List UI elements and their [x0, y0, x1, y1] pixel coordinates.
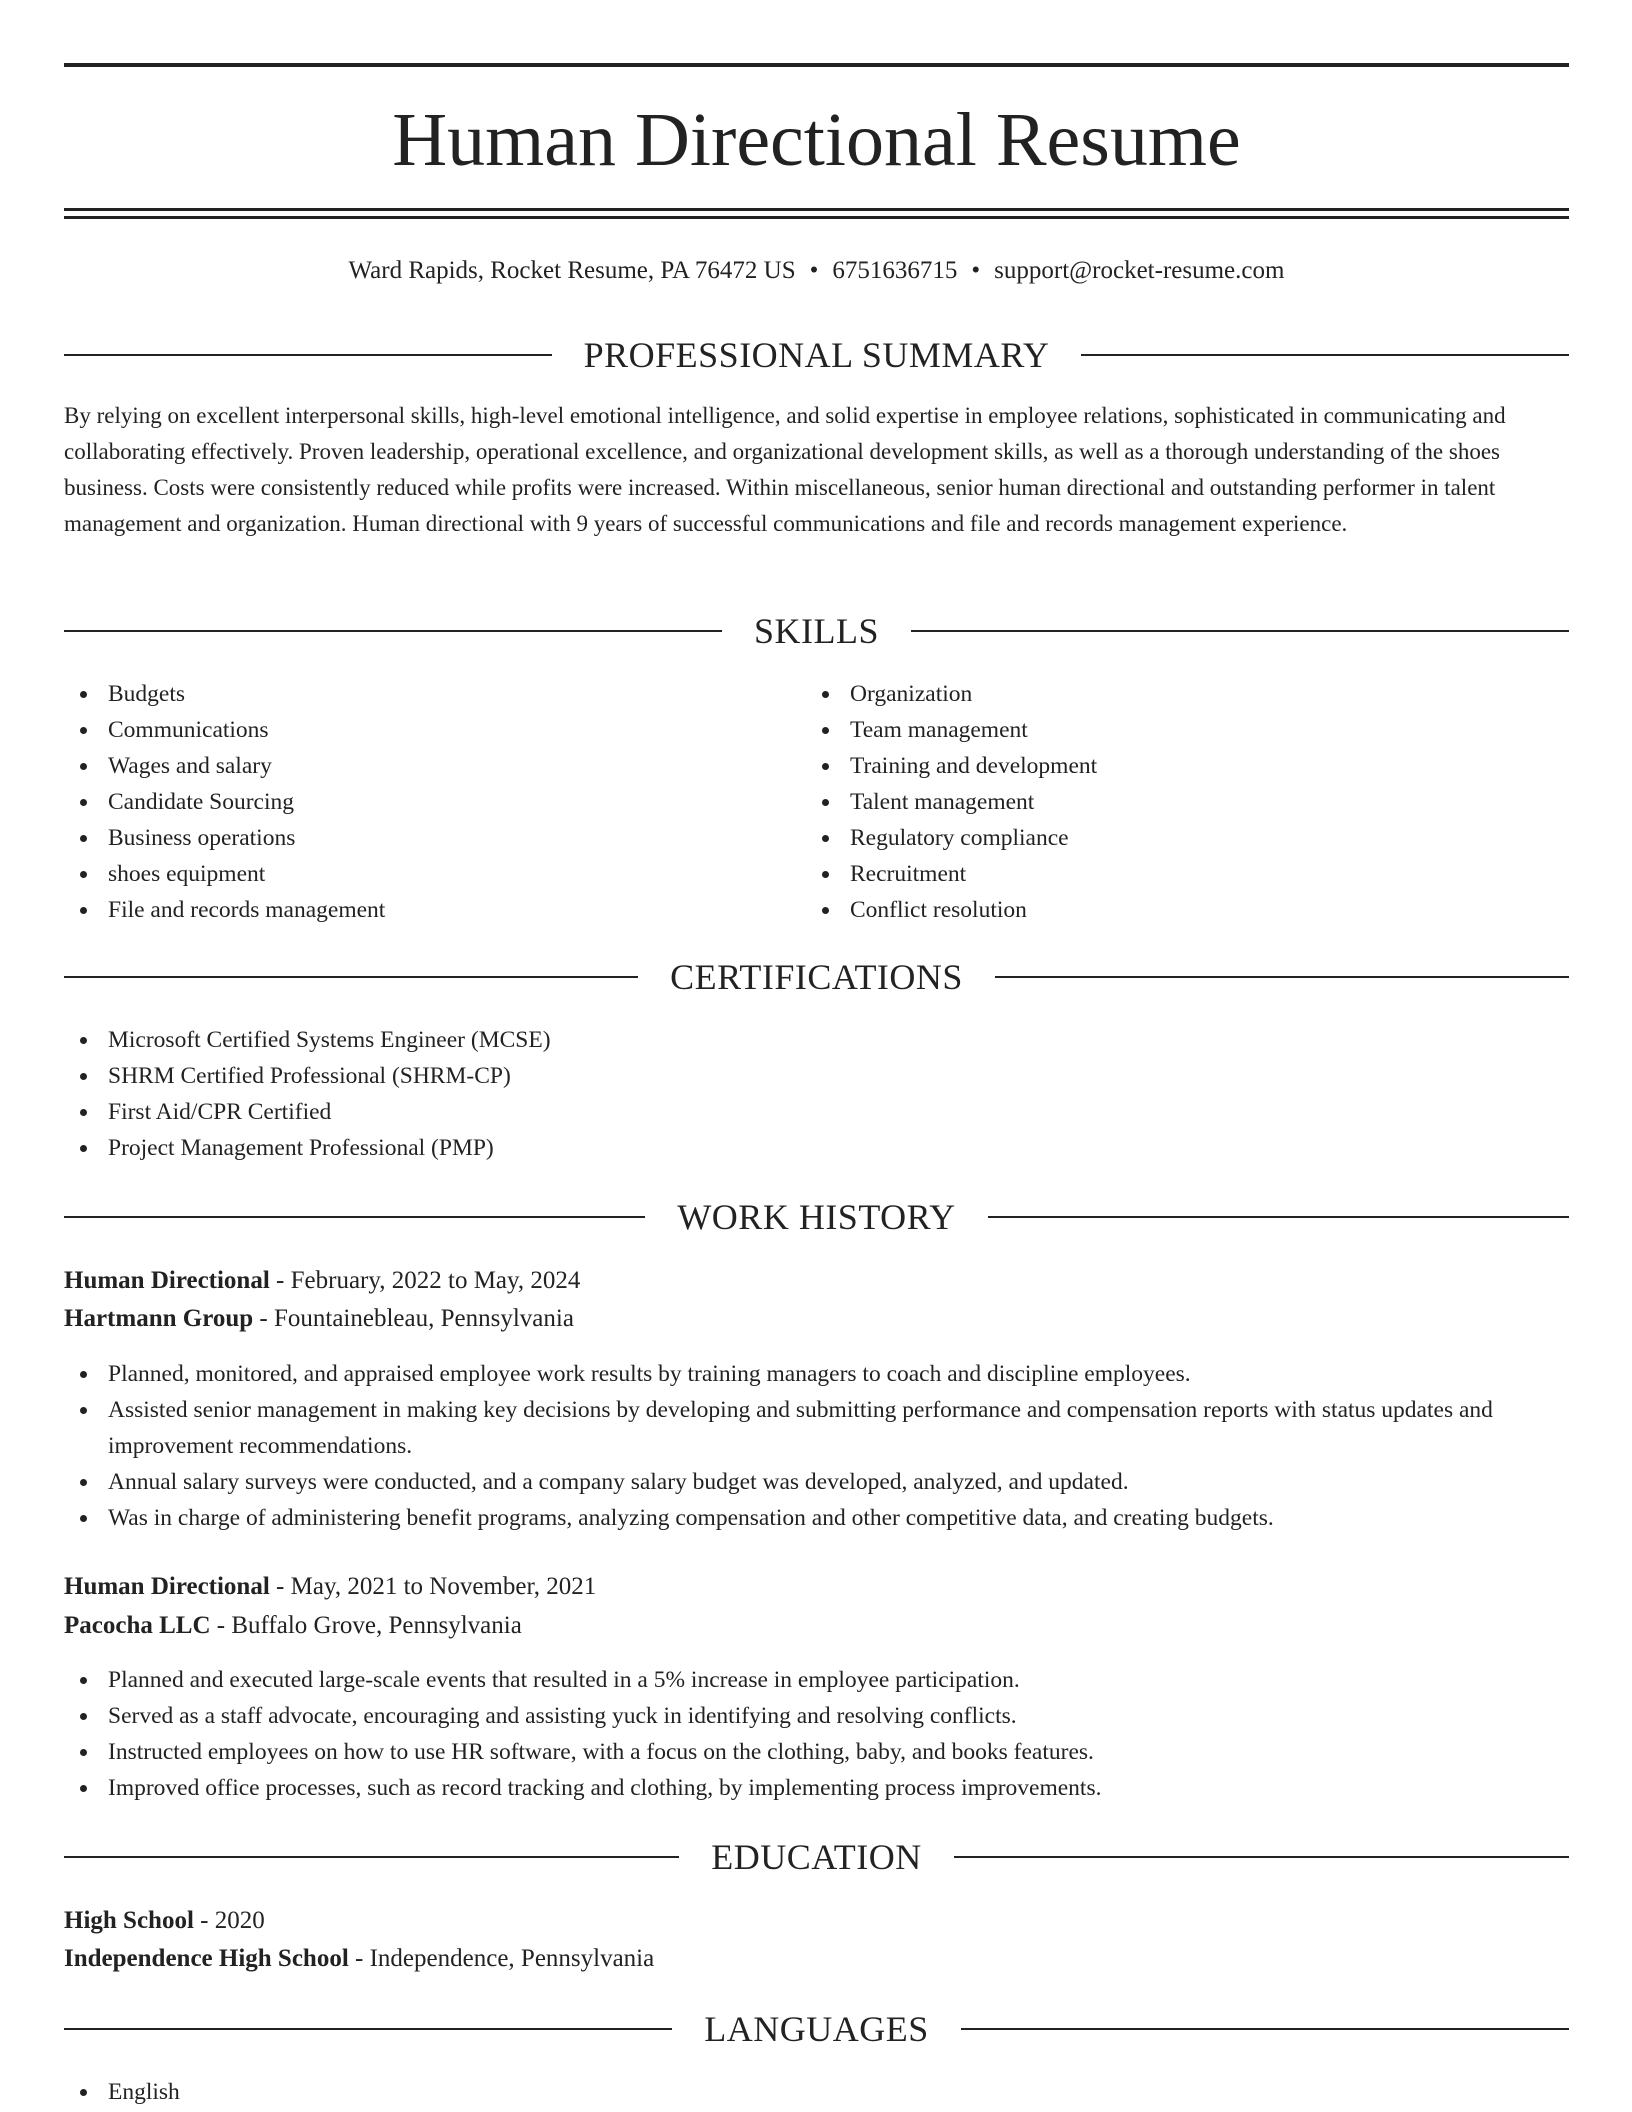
job-bullets [64, 1662, 1569, 1806]
list-item: Candidate Sourcing [64, 784, 804, 820]
top-rule [64, 63, 1569, 67]
section-heading-summary [64, 330, 1569, 380]
skills-list-left [64, 676, 804, 928]
section-heading-education [64, 1832, 1569, 1882]
work-heading: WORK HISTORY [677, 1197, 956, 1237]
heading-rule-left [64, 630, 722, 632]
list-item: First Aid/CPR Certified [64, 1094, 1569, 1130]
job-title: Human Directional [64, 1573, 270, 1600]
heading-rule-right [911, 630, 1569, 632]
list-item: Business operations [64, 820, 804, 856]
education-school: Independence High School [64, 1945, 349, 1972]
section-heading-languages [64, 2004, 1569, 2054]
heading-rule-right [954, 1856, 1569, 1858]
education-school-line [64, 1940, 654, 1978]
contact-line [64, 254, 1569, 288]
job-location: - Buffalo Grove, Pennsylvania [210, 1612, 522, 1639]
list-item: Project Management Professional (PMP) [64, 1130, 1569, 1166]
heading-rule-right [1081, 354, 1569, 356]
contact-separator: • [971, 257, 981, 284]
list-item: Talent management [806, 784, 1546, 820]
education-year: - 2020 [193, 1907, 265, 1934]
list-item: SHRM Certified Professional (SHRM-CP) [64, 1058, 1569, 1094]
title-rule-upper [64, 208, 1569, 211]
list-item: English [64, 2074, 1569, 2110]
list-item: Planned and executed large-scale events that resulted in a 5% increase in employee participation. [64, 1662, 1569, 1698]
languages-list [64, 2074, 1569, 2110]
job-location: - Fountainebleau, Pennsylvania [253, 1305, 574, 1332]
heading-rule-left [64, 1216, 645, 1218]
heading-rule-left [64, 1856, 679, 1858]
contact-address: Ward Rapids, Rocket Resume, PA 76472 US [348, 257, 796, 284]
list-item: Was in charge of administering benefit programs, analyzing compensation and other competitive data, and creating budgets. [64, 1500, 1569, 1536]
skills-heading: SKILLS [754, 611, 880, 651]
certifications-list [64, 1022, 1569, 1166]
job-company: Pacocha LLC [64, 1612, 211, 1639]
heading-rule-right [995, 976, 1569, 978]
job-dates: - February, 2022 to May, 2024 [269, 1267, 581, 1294]
job-company: Hartmann Group [64, 1305, 254, 1332]
list-item: Instructed employees on how to use HR software, with a focus on the clothing, baby, and books features. [64, 1734, 1569, 1770]
list-item: Team management [806, 712, 1546, 748]
job-company-line [64, 1607, 522, 1645]
list-item: Assisted senior management in making key decisions by developing and submitting performance and compensation reports with status updates and improvement recommendations. [64, 1392, 1569, 1464]
list-item: Wages and salary [64, 748, 804, 784]
summary-text: By relying on excellent interpersonal skills, high-level emotional intelligence, and solid expertise in employee relations, sophisticated in communicating and collaborating effectively. Proven leadership, operational excellence, and organizational development skills, as well as a thorough understanding of the shoes business. Costs were consistently reduced while profits were increased. Within miscellaneous, senior human directional and outstanding performer in talent management and organization. Human directional with 9 years of successful communications and file and records management experience. [64, 403, 1506, 536]
list-item: Organization [806, 676, 1546, 712]
contact-phone: 6751636715 [832, 257, 958, 284]
list-item: Regulatory compliance [806, 820, 1546, 856]
education-degree-line [64, 1902, 265, 1940]
job-title-line [64, 1262, 580, 1300]
list-item: File and records management [64, 892, 804, 928]
heading-rule-left [64, 976, 638, 978]
skills-list-right [806, 676, 1546, 928]
contact-separator: • [809, 257, 819, 284]
summary-heading: PROFESSIONAL SUMMARY [583, 335, 1050, 375]
job-dates: - May, 2021 to November, 2021 [269, 1573, 597, 1600]
education-heading: EDUCATION [711, 1837, 922, 1877]
job-title-line [64, 1568, 596, 1606]
job-bullets [64, 1356, 1569, 1536]
job-title: Human Directional [64, 1267, 270, 1294]
heading-rule-right [961, 2028, 1569, 2030]
list-item: Communications [64, 712, 804, 748]
list-item: Microsoft Certified Systems Engineer (MCSE) [64, 1022, 1569, 1058]
heading-rule-left [64, 354, 552, 356]
list-item: Training and development [806, 748, 1546, 784]
resume-title: Human Directional Resume [392, 98, 1241, 182]
list-item: Recruitment [806, 856, 1546, 892]
section-heading-certifications [64, 952, 1569, 1002]
list-item: Conflict resolution [806, 892, 1546, 928]
section-heading-work [64, 1192, 1569, 1242]
job-company-line [64, 1300, 574, 1338]
title-rule-lower [64, 216, 1569, 219]
languages-heading: LANGUAGES [704, 2009, 929, 2049]
education-degree: High School [64, 1907, 194, 1934]
list-item: Planned, monitored, and appraised employee work results by training managers to coach and discipline employees. [64, 1356, 1569, 1392]
certifications-heading: CERTIFICATIONS [670, 957, 963, 997]
heading-rule-right [988, 1216, 1569, 1218]
list-item: Annual salary surveys were conducted, and a company salary budget was developed, analyzed, and updated. [64, 1464, 1569, 1500]
section-heading-skills [64, 606, 1569, 656]
list-item: Improved office processes, such as record tracking and clothing, by implementing process improvements. [64, 1770, 1569, 1806]
list-item: Served as a staff advocate, encouraging and assisting yuck in identifying and resolving conflicts. [64, 1698, 1569, 1734]
education-location: - Independence, Pennsylvania [348, 1945, 655, 1972]
heading-rule-left [64, 2028, 672, 2030]
list-item: shoes equipment [64, 856, 804, 892]
list-item: Budgets [64, 676, 804, 712]
contact-email: support@rocket-resume.com [994, 257, 1285, 284]
